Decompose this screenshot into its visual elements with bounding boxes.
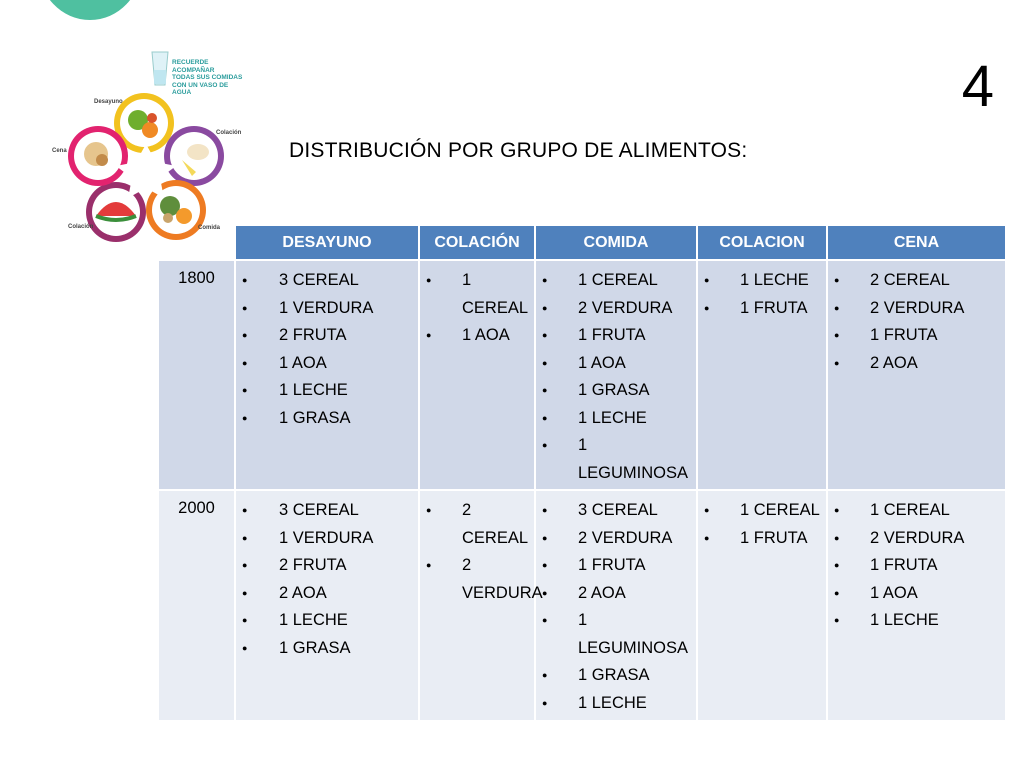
bullet-icon: ● xyxy=(542,412,548,423)
list-item-text: 1 LECHE xyxy=(578,408,647,427)
list-item xyxy=(834,267,999,295)
bullet-icon: ● xyxy=(834,275,840,285)
list-item-text: 2 VERDURA xyxy=(870,298,965,317)
bullet-icon: ● xyxy=(542,670,548,680)
list-item-text: 1 FRUTA xyxy=(578,326,646,344)
list-item-text: 1 LECHE xyxy=(279,611,348,629)
label-colacion-2: Colación xyxy=(68,224,94,230)
list-item-text: 2 FRUTA xyxy=(279,326,347,344)
bullet-icon: ● xyxy=(426,275,432,285)
label-colacion-1: Colación xyxy=(216,130,242,136)
list-item xyxy=(834,552,999,580)
bullet-icon: ● xyxy=(542,587,548,598)
water-reminder-line: RECUERDE ACOMPAÑAR xyxy=(172,59,215,74)
list-item xyxy=(542,350,690,378)
list-item-text: 3 CEREAL xyxy=(279,271,359,289)
label-cena: Cena xyxy=(52,148,67,154)
list-item-text: 1 CEREAL xyxy=(578,271,658,289)
bullet-icon: ● xyxy=(426,330,432,340)
header-cena: CENA xyxy=(827,226,1005,260)
list-item xyxy=(242,607,412,635)
food-list xyxy=(420,267,534,350)
list-item-text: 1 CEREAL xyxy=(870,501,950,519)
water-reminder-line: CON UN VASO DE AGUA xyxy=(172,81,229,96)
bullet-icon: ● xyxy=(834,587,840,598)
list-item-text: 1 VERDURA xyxy=(279,298,374,317)
bullet-icon: ● xyxy=(834,302,840,313)
list-item xyxy=(426,497,529,552)
bullet-icon: ● xyxy=(242,302,248,313)
list-item-text: 1 FRUTA xyxy=(740,528,808,547)
header-desayuno: DESAYUNO xyxy=(235,226,419,260)
food-list xyxy=(698,497,826,552)
cell-comida xyxy=(535,490,697,720)
cell-cena xyxy=(827,490,1005,720)
list-item-text: 2 CEREAL xyxy=(462,501,529,547)
list-item xyxy=(542,580,690,608)
list-item-text: 2 CEREAL xyxy=(870,271,950,289)
bullet-icon: ● xyxy=(426,505,432,515)
bullet-icon: ● xyxy=(704,275,710,285)
cell-desayuno xyxy=(235,490,419,720)
bullet-icon: ● xyxy=(542,385,548,395)
list-item-text: 1 GRASA xyxy=(279,408,351,427)
list-item-text: 3 CEREAL xyxy=(578,501,658,519)
list-item-text: 1 VERDURA xyxy=(279,528,374,547)
list-item xyxy=(542,552,690,580)
list-item-text: 1 GRASA xyxy=(578,381,650,399)
list-item xyxy=(542,497,690,525)
list-item xyxy=(704,525,820,553)
list-item xyxy=(542,607,690,662)
list-item xyxy=(242,405,412,433)
list-item xyxy=(542,432,690,487)
food-list xyxy=(236,267,418,432)
list-item-text: 1 LEGUMINOSA xyxy=(578,436,689,482)
list-item xyxy=(242,635,412,663)
list-item xyxy=(242,580,412,608)
list-item xyxy=(426,267,529,322)
list-item-text: 1 FRUTA xyxy=(578,556,646,574)
bullet-icon: ● xyxy=(542,330,548,340)
list-item-text: 1 CEREAL xyxy=(462,271,529,317)
water-glass-icon xyxy=(152,52,168,85)
bullet-icon: ● xyxy=(242,587,248,598)
bullet-icon: ● xyxy=(542,357,548,368)
bullet-icon: ● xyxy=(834,357,840,368)
list-item-text: 2 AOA xyxy=(578,583,626,602)
list-item xyxy=(704,295,820,323)
bullet-icon: ● xyxy=(542,697,548,708)
list-item xyxy=(242,552,412,580)
list-item xyxy=(242,322,412,350)
list-item xyxy=(242,350,412,378)
list-item-text: 1 AOA xyxy=(462,326,510,344)
list-item xyxy=(704,267,820,295)
list-item-text: 1 LECHE xyxy=(279,381,348,399)
list-item-text: 2 AOA xyxy=(870,353,918,372)
bullet-icon: ● xyxy=(542,275,548,285)
page-title: DISTRIBUCIÓN POR GRUPO DE ALIMENTOS: xyxy=(289,139,748,162)
list-item-text: 1 FRUTA xyxy=(870,326,938,344)
list-item xyxy=(834,525,999,553)
list-item xyxy=(242,525,412,553)
list-item-text: 1 GRASA xyxy=(578,666,650,684)
list-item-text: 1 AOA xyxy=(578,353,626,372)
list-item xyxy=(542,377,690,405)
list-item-text: 2 AOA xyxy=(279,583,327,602)
list-item xyxy=(542,267,690,295)
list-item xyxy=(834,580,999,608)
list-item-text: 1 FRUTA xyxy=(740,298,808,317)
list-item xyxy=(834,350,999,378)
list-item xyxy=(542,295,690,323)
kcal-cell: 2000 xyxy=(158,490,235,720)
list-item-text: 1 LEGUMINOSA xyxy=(578,611,689,657)
bullet-icon: ● xyxy=(542,615,548,625)
list-item xyxy=(242,377,412,405)
table-header-row xyxy=(158,226,1005,260)
bullet-icon: ● xyxy=(542,302,548,313)
bullet-icon: ● xyxy=(834,505,840,515)
cell-colacion-2 xyxy=(697,260,827,490)
bullet-icon: ● xyxy=(704,532,710,543)
table-row xyxy=(158,490,1005,720)
water-reminder-line: TODAS SUS COMIDAS xyxy=(172,74,243,81)
bullet-icon: ● xyxy=(242,532,248,543)
water-reminder-text xyxy=(172,59,246,97)
cell-comida xyxy=(535,260,697,490)
list-item-text: 3 CEREAL xyxy=(279,501,359,519)
list-item-text: 1 LECHE xyxy=(578,693,647,712)
header-colacion-2: COLACION xyxy=(697,226,827,260)
bullet-icon: ● xyxy=(242,505,248,515)
list-item xyxy=(704,497,820,525)
food-list xyxy=(536,267,696,487)
cell-colacion-2 xyxy=(697,490,827,720)
slide-number: 4 xyxy=(961,54,994,119)
list-item xyxy=(542,322,690,350)
food-distribution-table xyxy=(157,226,1005,720)
bullet-icon: ● xyxy=(834,560,840,570)
list-item-text: 1 FRUTA xyxy=(870,556,938,574)
cell-colacion-1 xyxy=(419,490,543,720)
list-item xyxy=(834,322,999,350)
cell-cena xyxy=(827,260,1005,490)
list-item-text: 1 GRASA xyxy=(279,638,351,657)
list-item-text: 2 VERDURA xyxy=(578,298,673,317)
meal-infographic xyxy=(46,48,246,248)
bullet-icon: ● xyxy=(426,560,432,570)
food-list xyxy=(536,497,696,717)
bullet-icon: ● xyxy=(834,615,840,625)
list-item xyxy=(542,662,690,690)
bullet-icon: ● xyxy=(542,560,548,570)
list-item-text: 2 VERDURA xyxy=(462,556,543,602)
bullet-icon: ● xyxy=(242,642,248,653)
food-list xyxy=(828,497,1005,635)
kcal-cell: 1800 xyxy=(158,260,235,490)
bullet-icon: ● xyxy=(242,412,248,423)
list-item xyxy=(242,497,412,525)
food-list xyxy=(236,497,418,662)
food-list xyxy=(420,497,543,607)
cell-desayuno xyxy=(235,260,419,490)
bullet-icon: ● xyxy=(242,357,248,368)
label-desayuno: Desayuno xyxy=(94,99,123,105)
list-item-text: 1 CEREAL xyxy=(740,501,820,519)
food-list xyxy=(698,267,826,322)
list-item xyxy=(542,405,690,433)
list-item-text: 1 LECHE xyxy=(740,271,809,289)
list-item xyxy=(242,295,412,323)
petal-cena xyxy=(68,126,128,186)
list-item xyxy=(426,322,528,350)
list-item xyxy=(834,295,999,323)
list-item xyxy=(542,690,690,718)
food-list xyxy=(828,267,1005,377)
header-empty xyxy=(158,226,235,260)
list-item-text: 2 VERDURA xyxy=(870,528,965,547)
bullet-icon: ● xyxy=(542,505,548,515)
cell-colacion-1 xyxy=(419,260,535,490)
list-item xyxy=(542,525,690,553)
list-item xyxy=(834,497,999,525)
header-colacion-1: COLACIÓN xyxy=(419,226,535,260)
bullet-icon: ● xyxy=(834,330,840,340)
list-item-text: 1 LECHE xyxy=(870,611,939,629)
label-comida: Comida xyxy=(198,225,221,231)
list-item-text: 1 AOA xyxy=(870,583,918,602)
bullet-icon: ● xyxy=(242,560,248,570)
petal-colacion-1 xyxy=(164,126,224,186)
bullet-icon: ● xyxy=(542,532,548,543)
bullet-icon: ● xyxy=(704,505,710,515)
bullet-icon: ● xyxy=(704,302,710,313)
bullet-icon: ● xyxy=(242,275,248,285)
bullet-icon: ● xyxy=(542,440,548,450)
bullet-icon: ● xyxy=(242,330,248,340)
list-item xyxy=(834,607,999,635)
bullet-icon: ● xyxy=(242,615,248,625)
list-item xyxy=(426,552,543,607)
decorative-teal-arc xyxy=(42,0,138,50)
bullet-icon: ● xyxy=(242,385,248,395)
list-item-text: 2 FRUTA xyxy=(279,556,347,574)
bullet-icon: ● xyxy=(834,532,840,543)
table-row xyxy=(158,260,1005,490)
list-item xyxy=(242,267,412,295)
header-comida: COMIDA xyxy=(535,226,697,260)
list-item-text: 1 AOA xyxy=(279,353,327,372)
list-item-text: 2 VERDURA xyxy=(578,528,673,547)
